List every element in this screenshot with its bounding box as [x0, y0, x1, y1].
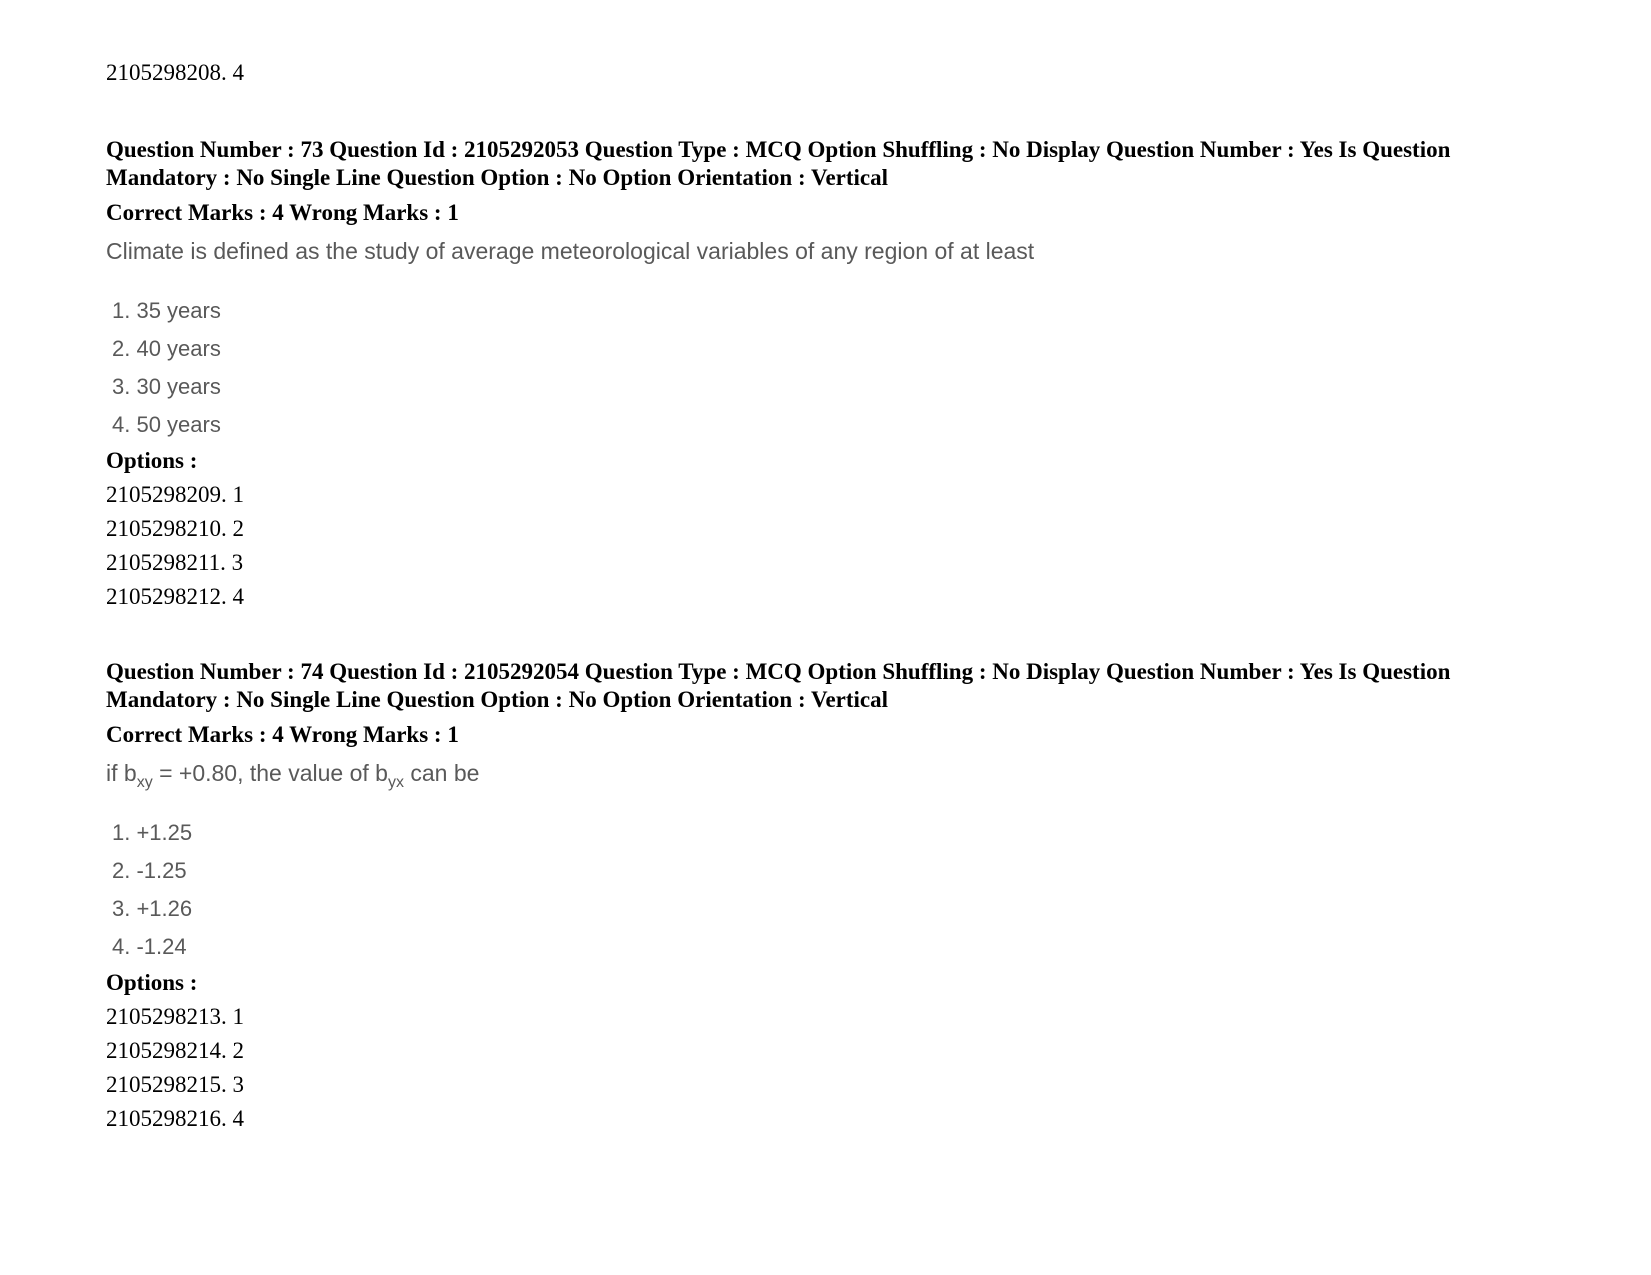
choice-item: 3. 30 years: [112, 374, 221, 399]
option-id: 2105298214. 2: [106, 1038, 244, 1063]
option-id: 2105298215. 3: [106, 1072, 244, 1097]
question-text: Climate is defined as the study of average meteorological variables of any region of at least: [106, 238, 1035, 264]
question-text: [106, 756, 1526, 790]
previous-option-id: 2105298208. 4: [106, 60, 244, 85]
choice-item: 4. -1.24: [112, 934, 187, 959]
choice-item: 2. 40 years: [112, 336, 221, 361]
option-id: 2105298213. 1: [106, 1004, 244, 1029]
option-id: 2105298211. 3: [106, 550, 244, 575]
option-id: 2105298212. 4: [106, 584, 244, 609]
options-label: Options :: [106, 448, 198, 473]
question-73: [106, 136, 1526, 614]
choice-item: 1. +1.25: [112, 820, 193, 845]
options-label: Options :: [106, 970, 198, 995]
question-74: [106, 658, 1526, 1136]
choice-list: [112, 292, 1526, 444]
option-id: 2105298210. 2: [106, 516, 244, 541]
choice-list: [112, 814, 1526, 966]
question-text-part: if b: [106, 760, 137, 786]
choice-item: 3. +1.26: [112, 896, 193, 921]
choice-item: 2. -1.25: [112, 858, 187, 883]
question-marks: Correct Marks : 4 Wrong Marks : 1: [106, 722, 459, 747]
question-text-part: can be: [403, 760, 480, 786]
question-marks: Correct Marks : 4 Wrong Marks : 1: [106, 200, 459, 225]
document-page: [106, 56, 1526, 1180]
question-header: Question Number : 74 Question Id : 2105292054 Question Type : MCQ Option Shuffling : No Display Question Number : Yes Is Question Mandatory : No Single Line Question Option : No Option Orientation : Vertical: [106, 659, 1451, 712]
option-id: 2105298209. 1: [106, 482, 244, 507]
choice-item: 1. 35 years: [112, 298, 221, 323]
subscript-yx: yx: [387, 774, 404, 791]
option-id: 2105298216. 4: [106, 1106, 244, 1131]
question-header: Question Number : 73 Question Id : 2105292053 Question Type : MCQ Option Shuffling : No Display Question Number : Yes Is Question Mandatory : No Single Line Question Option : No Option Orientation : Vertical: [106, 137, 1451, 190]
choice-item: 4. 50 years: [112, 412, 221, 437]
question-text-part: = +0.80, the value of b: [152, 760, 388, 786]
subscript-xy: xy: [136, 774, 153, 791]
